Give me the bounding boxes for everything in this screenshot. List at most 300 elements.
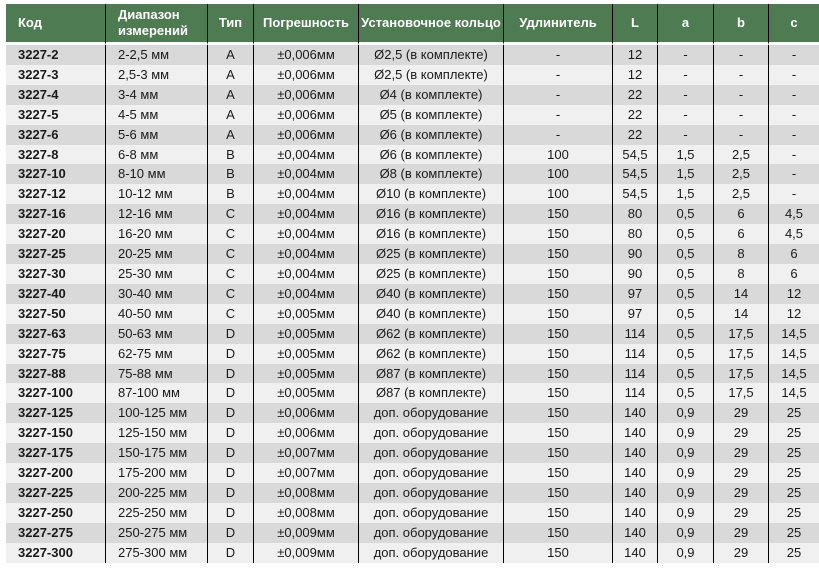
cell-range: 6-8 мм [105,145,207,165]
cell-a: 0,5 [657,364,713,384]
cell-range: 12-16 мм [105,204,207,224]
cell-extension: 150 [503,284,612,304]
cell-c: - [768,85,819,105]
cell-c: 25 [768,403,819,423]
cell-code: 3227-200 [6,463,105,483]
cell-c: 14,5 [768,344,819,364]
cell-range: 225-250 мм [105,503,207,523]
cell-a: - [657,85,713,105]
cell-type: D [207,523,253,543]
cell-type: A [207,125,253,145]
cell-code: 3227-225 [6,483,105,503]
cell-range: 2-2,5 мм [105,45,207,65]
cell-a: 0,9 [657,523,713,543]
cell-accuracy: ±0,006мм [253,423,358,443]
cell-code: 3227-25 [6,244,105,264]
cell-L: 114 [612,344,657,364]
cell-code: 3227-12 [6,184,105,204]
cell-c: - [768,184,819,204]
cell-a: 0,5 [657,204,713,224]
cell-extension: - [503,85,612,105]
cell-accuracy: ±0,008мм [253,503,358,523]
cell-c: 6 [768,264,819,284]
cell-ring: Ø40 (в комплекте) [358,284,503,304]
cell-b: 2,5 [713,164,768,184]
cell-b: - [713,105,768,125]
cell-range: 62-75 мм [105,344,207,364]
cell-type: D [207,324,253,344]
cell-b: 29 [713,443,768,463]
cell-code: 3227-88 [6,364,105,384]
cell-accuracy: ±0,006мм [253,125,358,145]
table-row [6,125,819,145]
cell-code: 3227-63 [6,324,105,344]
table-row [6,503,819,523]
cell-range: 200-225 мм [105,483,207,503]
table-row [6,184,819,204]
table-row [6,463,819,483]
cell-extension: 150 [503,543,612,563]
cell-ring: Ø87 (в комплекте) [358,364,503,384]
cell-range: 25-30 мм [105,264,207,284]
table-row [6,85,819,105]
cell-b: 14 [713,284,768,304]
cell-b: - [713,65,768,85]
cell-c: 6 [768,244,819,264]
cell-type: D [207,463,253,483]
cell-ring: доп. оборудование [358,483,503,503]
cell-a: 0,5 [657,304,713,324]
cell-extension: - [503,65,612,85]
cell-extension: 150 [503,364,612,384]
column-header-b: b [713,4,768,45]
cell-ring: доп. оборудование [358,403,503,423]
cell-range: 30-40 мм [105,284,207,304]
cell-L: 54,5 [612,145,657,165]
cell-accuracy: ±0,004мм [253,244,358,264]
cell-code: 3227-75 [6,344,105,364]
cell-a: 0,9 [657,483,713,503]
table-row [6,543,819,563]
cell-ring: доп. оборудование [358,503,503,523]
cell-ring: Ø8 (в комплекте) [358,164,503,184]
cell-L: 22 [612,105,657,125]
cell-accuracy: ±0,009мм [253,523,358,543]
table-row [6,443,819,463]
table-row [6,364,819,384]
cell-range: 20-25 мм [105,244,207,264]
cell-extension: 150 [503,264,612,284]
cell-L: 140 [612,423,657,443]
cell-extension: 150 [503,443,612,463]
cell-L: 140 [612,443,657,463]
cell-accuracy: ±0,005мм [253,324,358,344]
cell-ring: Ø16 (в комплекте) [358,224,503,244]
cell-b: - [713,85,768,105]
cell-range: 150-175 мм [105,443,207,463]
cell-a: - [657,45,713,65]
cell-b: 8 [713,244,768,264]
cell-a: 0,9 [657,463,713,483]
cell-code: 3227-4 [6,85,105,105]
cell-ring: доп. оборудование [358,423,503,443]
cell-b: 29 [713,483,768,503]
cell-extension: 150 [503,344,612,364]
cell-a: 0,5 [657,324,713,344]
cell-type: A [207,45,253,65]
cell-type: C [207,264,253,284]
cell-L: 80 [612,224,657,244]
table-row [6,423,819,443]
cell-ring: Ø16 (в комплекте) [358,204,503,224]
cell-L: 140 [612,503,657,523]
cell-extension: 150 [503,324,612,344]
cell-extension: 150 [503,523,612,543]
cell-code: 3227-275 [6,523,105,543]
cell-extension: 150 [503,403,612,423]
cell-type: D [207,403,253,423]
cell-c: 25 [768,463,819,483]
cell-ring: доп. оборудование [358,543,503,563]
cell-code: 3227-300 [6,543,105,563]
cell-extension: 150 [503,463,612,483]
cell-b: 6 [713,224,768,244]
cell-range: 40-50 мм [105,304,207,324]
cell-type: B [207,145,253,165]
table-row [6,483,819,503]
cell-ring: Ø25 (в комплекте) [358,264,503,284]
cell-accuracy: ±0,007мм [253,463,358,483]
cell-type: A [207,65,253,85]
column-header-a: a [657,4,713,45]
cell-ring: Ø4 (в комплекте) [358,85,503,105]
cell-c: 14,5 [768,324,819,344]
cell-code: 3227-40 [6,284,105,304]
cell-range: 10-12 мм [105,184,207,204]
cell-a: 0,9 [657,403,713,423]
cell-accuracy: ±0,008мм [253,483,358,503]
cell-type: C [207,284,253,304]
cell-extension: 150 [503,503,612,523]
cell-code: 3227-250 [6,503,105,523]
cell-accuracy: ±0,007мм [253,443,358,463]
cell-type: A [207,105,253,125]
table-row [6,304,819,324]
cell-type: D [207,483,253,503]
cell-a: 0,9 [657,423,713,443]
cell-type: D [207,543,253,563]
cell-accuracy: ±0,004мм [253,284,358,304]
product-spec-table [6,4,819,563]
cell-a: - [657,65,713,85]
cell-ring: Ø87 (в комплекте) [358,383,503,403]
cell-accuracy: ±0,006мм [253,65,358,85]
cell-a: - [657,105,713,125]
cell-ring: доп. оборудование [358,443,503,463]
cell-range: 175-200 мм [105,463,207,483]
cell-c: 25 [768,543,819,563]
cell-extension: 150 [503,304,612,324]
cell-ring: Ø25 (в комплекте) [358,244,503,264]
table-body [6,45,819,563]
cell-range: 87-100 мм [105,383,207,403]
cell-range: 5-6 мм [105,125,207,145]
cell-type: C [207,204,253,224]
cell-code: 3227-125 [6,403,105,423]
cell-code: 3227-20 [6,224,105,244]
cell-c: - [768,105,819,125]
column-header-type: Тип [207,4,253,45]
cell-b: 2,5 [713,184,768,204]
cell-c: 25 [768,523,819,543]
table-row [6,383,819,403]
cell-ring: Ø62 (в комплекте) [358,324,503,344]
cell-accuracy: ±0,005мм [253,364,358,384]
cell-b: 17,5 [713,364,768,384]
cell-type: D [207,383,253,403]
cell-range: 2,5-3 мм [105,65,207,85]
cell-accuracy: ±0,006мм [253,85,358,105]
cell-accuracy: ±0,006мм [253,45,358,65]
cell-L: 80 [612,204,657,224]
cell-b: 8 [713,264,768,284]
cell-L: 114 [612,383,657,403]
cell-a: 0,9 [657,503,713,523]
cell-c: - [768,125,819,145]
cell-range: 50-63 мм [105,324,207,344]
cell-a: 0,9 [657,443,713,463]
cell-a: 1,5 [657,184,713,204]
table-row [6,224,819,244]
cell-c: 14,5 [768,364,819,384]
cell-c: 25 [768,483,819,503]
cell-extension: 150 [503,483,612,503]
cell-type: D [207,423,253,443]
cell-c: 12 [768,284,819,304]
cell-a: 0,5 [657,224,713,244]
cell-L: 90 [612,244,657,264]
cell-extension: - [503,45,612,65]
cell-ring: Ø10 (в комплекте) [358,184,503,204]
cell-L: 97 [612,284,657,304]
cell-extension: 150 [503,383,612,403]
cell-b: 17,5 [713,344,768,364]
cell-b: 29 [713,463,768,483]
cell-accuracy: ±0,006мм [253,105,358,125]
cell-code: 3227-8 [6,145,105,165]
cell-range: 125-150 мм [105,423,207,443]
header-row [6,4,819,45]
cell-L: 140 [612,463,657,483]
cell-type: D [207,443,253,463]
column-header-accuracy: Погрешность [253,4,358,45]
cell-code: 3227-175 [6,443,105,463]
cell-c: 14,5 [768,383,819,403]
cell-ring: Ø40 (в комплекте) [358,304,503,324]
table-row [6,403,819,423]
table-row [6,344,819,364]
cell-L: 22 [612,125,657,145]
table-row [6,523,819,543]
cell-L: 140 [612,403,657,423]
cell-accuracy: ±0,009мм [253,543,358,563]
cell-a: 0,5 [657,244,713,264]
cell-range: 250-275 мм [105,523,207,543]
cell-ring: Ø2,5 (в комплекте) [358,65,503,85]
cell-b: 14 [713,304,768,324]
cell-code: 3227-50 [6,304,105,324]
cell-b: 6 [713,204,768,224]
cell-range: 100-125 мм [105,403,207,423]
cell-c: 25 [768,423,819,443]
cell-code: 3227-10 [6,164,105,184]
cell-a: - [657,125,713,145]
cell-range: 4-5 мм [105,105,207,125]
table-row [6,65,819,85]
cell-a: 0,9 [657,543,713,563]
cell-L: 90 [612,264,657,284]
cell-extension: - [503,105,612,125]
table-row [6,164,819,184]
cell-type: D [207,344,253,364]
table-row [6,45,819,65]
cell-extension: - [503,125,612,145]
table-row [6,264,819,284]
cell-type: B [207,184,253,204]
column-header-code: Код [6,4,105,45]
cell-accuracy: ±0,005мм [253,344,358,364]
table-row [6,284,819,304]
cell-c: 25 [768,443,819,463]
cell-a: 0,5 [657,284,713,304]
cell-code: 3227-30 [6,264,105,284]
cell-accuracy: ±0,004мм [253,145,358,165]
cell-accuracy: ±0,004мм [253,224,358,244]
cell-a: 0,5 [657,344,713,364]
cell-ring: Ø5 (в комплекте) [358,105,503,125]
cell-c: 4,5 [768,224,819,244]
table-header [6,4,819,45]
cell-a: 1,5 [657,145,713,165]
cell-b: 17,5 [713,383,768,403]
cell-accuracy: ±0,005мм [253,383,358,403]
cell-c: - [768,65,819,85]
cell-range: 16-20 мм [105,224,207,244]
cell-ring: Ø6 (в комплекте) [358,125,503,145]
cell-range: 8-10 мм [105,164,207,184]
cell-L: 97 [612,304,657,324]
cell-b: 29 [713,503,768,523]
cell-code: 3227-150 [6,423,105,443]
cell-ring: Ø6 (в комплекте) [358,145,503,165]
column-header-c: c [768,4,819,45]
cell-b: - [713,45,768,65]
cell-code: 3227-5 [6,105,105,125]
column-header-extension: Удлинитель [503,4,612,45]
cell-c: 25 [768,503,819,523]
cell-ring: доп. оборудование [358,463,503,483]
cell-a: 1,5 [657,164,713,184]
cell-L: 114 [612,364,657,384]
cell-a: 0,5 [657,383,713,403]
cell-range: 3-4 мм [105,85,207,105]
cell-c: - [768,45,819,65]
cell-type: C [207,304,253,324]
cell-b: 29 [713,523,768,543]
cell-b: 29 [713,403,768,423]
cell-range: 75-88 мм [105,364,207,384]
cell-L: 54,5 [612,184,657,204]
cell-accuracy: ±0,005мм [253,304,358,324]
cell-accuracy: ±0,004мм [253,264,358,284]
cell-c: 4,5 [768,204,819,224]
cell-type: C [207,244,253,264]
cell-L: 140 [612,523,657,543]
cell-accuracy: ±0,004мм [253,164,358,184]
cell-extension: 150 [503,423,612,443]
cell-accuracy: ±0,006мм [253,403,358,423]
cell-accuracy: ±0,004мм [253,204,358,224]
cell-c: - [768,164,819,184]
cell-b: 17,5 [713,324,768,344]
table-row [6,145,819,165]
cell-a: 0,5 [657,264,713,284]
cell-L: 140 [612,543,657,563]
cell-extension: 100 [503,145,612,165]
cell-extension: 150 [503,224,612,244]
cell-c: - [768,145,819,165]
cell-code: 3227-2 [6,45,105,65]
cell-ring: Ø62 (в комплекте) [358,344,503,364]
cell-range: 275-300 мм [105,543,207,563]
cell-extension: 150 [503,204,612,224]
cell-L: 140 [612,483,657,503]
cell-type: D [207,503,253,523]
cell-accuracy: ±0,004мм [253,184,358,204]
cell-code: 3227-100 [6,383,105,403]
table-row [6,204,819,224]
cell-b: 29 [713,543,768,563]
table-row [6,244,819,264]
cell-b: 29 [713,423,768,443]
cell-extension: 100 [503,184,612,204]
cell-L: 114 [612,324,657,344]
cell-extension: 100 [503,164,612,184]
cell-ring: доп. оборудование [358,523,503,543]
cell-extension: 150 [503,244,612,264]
cell-code: 3227-3 [6,65,105,85]
column-header-range: Диапазон измерений [105,4,207,45]
cell-type: A [207,85,253,105]
cell-L: 12 [612,45,657,65]
cell-type: B [207,164,253,184]
cell-type: D [207,364,253,384]
cell-b: - [713,125,768,145]
cell-type: C [207,224,253,244]
cell-c: 12 [768,304,819,324]
cell-code: 3227-16 [6,204,105,224]
table-row [6,105,819,125]
cell-b: 2,5 [713,145,768,165]
cell-L: 54,5 [612,164,657,184]
column-header-ring: Установочное кольцо [358,4,503,45]
cell-code: 3227-6 [6,125,105,145]
cell-L: 12 [612,65,657,85]
column-header-L: L [612,4,657,45]
cell-ring: Ø2,5 (в комплекте) [358,45,503,65]
cell-L: 22 [612,85,657,105]
table-row [6,324,819,344]
